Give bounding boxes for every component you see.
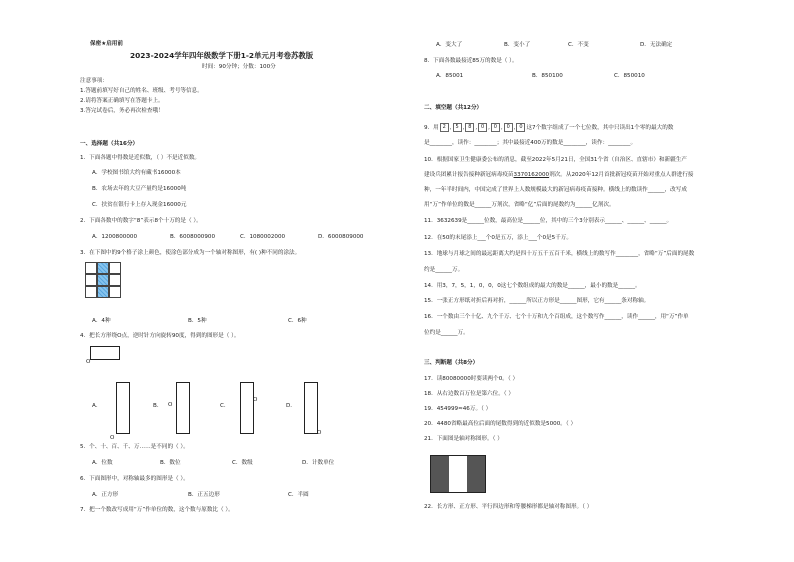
exam-title: 2023-2024学年四年级数学下册1-2单元月考卷苏教版 <box>130 51 314 60</box>
q19[interactable]: 19．454999≈46万。（ ） <box>424 406 492 412</box>
section-judge-title: 三、判断题（共8分） <box>424 360 479 366</box>
q5-option-a[interactable]: A．位数 <box>92 460 113 466</box>
q14[interactable]: 14．用3，7，5，1，0，0，0这七个数组成的最大的数是______，最小的数是______。 <box>424 283 641 289</box>
q9-line1: 9．用 2 , 5 , 8 , 0 , 0 , 0 , 0 这7个数字组成了一个七位数，其中只读出1个零的最大的数 <box>424 124 674 131</box>
q8-option-c[interactable]: C．850010 <box>614 73 645 79</box>
q20[interactable]: 20．4480省略最高位后面的尾数得到的近似数是5000。（ ） <box>424 421 577 427</box>
q3-grid-figure <box>85 262 121 298</box>
q12[interactable]: 12．在50的末尾添上___个0是五万，添上___个0是5千万。 <box>424 235 572 241</box>
q3-option-b[interactable]: B．5种 <box>188 318 207 324</box>
note-item: 3.答完试卷后，务必再次检查哦！ <box>80 108 164 114</box>
q5-option-c[interactable]: C．数级 <box>232 460 253 466</box>
q10-line1: 10．根据国家卫生健康委公布的消息，截至2022年5月21日，全国31个省（自治区、直辖市）和新疆生产 <box>424 157 687 163</box>
q11[interactable]: 11．3632639是______位数，最高位是______位，其中的三个3分别表示______、______、______。 <box>424 218 673 224</box>
exam-meta: 时间：90分钟；分数：100分 <box>202 64 276 70</box>
q8-option-b[interactable]: B．850100 <box>532 73 563 79</box>
q13-line2[interactable]: 约是______万。 <box>424 267 464 273</box>
q9-suffix: 这7个数字组成了一个七位数，其中只读出1个零的最大的数 <box>526 125 674 131</box>
q17[interactable]: 17．读80080000时要读两个0。（ ） <box>424 376 519 382</box>
q4-option-b[interactable]: B． <box>153 403 163 409</box>
q4-point-o: O <box>110 435 115 441</box>
q7-option-a[interactable]: A．变大了 <box>436 42 463 48</box>
q1-option-c[interactable]: C．扶贫在银行卡上存入现金16000元 <box>92 202 187 208</box>
q15[interactable]: 15．一张正方形纸对折后再对折，______所以正方形是______图形，它有______条对称轴。 <box>424 298 650 304</box>
grid-cell-shaded <box>97 286 109 298</box>
left-page <box>80 0 400 562</box>
digit-card: 0 <box>478 123 487 132</box>
q4-option-a[interactable]: A． <box>92 403 102 409</box>
q1-option-b[interactable]: B．农场去年的大豆产量约是16000吨 <box>92 186 187 192</box>
right-page <box>424 0 724 562</box>
q21[interactable]: 21．下面图是轴对称图形。（ ） <box>424 436 503 442</box>
digit-card: 0 <box>504 123 513 132</box>
q3-stem: 3．在下图中的9个格子涂上颜色，使涂色部分成为一个轴对称图形，有( )种不同的涂法。 <box>80 250 301 256</box>
q10-line2 <box>424 172 694 179</box>
figure-stripe-dark <box>431 456 449 492</box>
q10-text: 剂次。从2020年12月首批新冠疫苗开始对重点人群进行接 <box>549 172 694 178</box>
grid-cell <box>109 274 121 286</box>
q22[interactable]: 22．长方形、正方形、平行四边形和等腰梯形都是轴对称图形。（ ） <box>424 504 593 510</box>
q5-option-b[interactable]: B．数位 <box>160 460 181 466</box>
q4-option-d-figure <box>304 382 318 434</box>
q1-stem: 1．下面各题中得数是近似数，（ ）不是近似数。 <box>80 155 201 161</box>
q2-option-b[interactable]: B．6008000900 <box>170 234 216 240</box>
note-item: 1.答题前填写好自己的姓名、班级、考号等信息。 <box>80 88 203 94</box>
q7-option-d[interactable]: D．无法确定 <box>640 42 673 48</box>
q4-source-rectangle <box>90 346 120 360</box>
q4-option-d[interactable]: D． <box>286 403 296 409</box>
q10-text: 建设兵团累计报告接种新冠病毒疫苗 <box>424 172 514 178</box>
q6-stem: 6．下面图形中，对称轴最多的图形是（ ）。 <box>80 476 189 482</box>
grid-cell <box>85 262 97 274</box>
q2-option-c[interactable]: C．1080002000 <box>240 234 286 240</box>
figure-stripe-light <box>449 456 467 492</box>
q16-line2[interactable]: 位约是______万。 <box>424 330 469 336</box>
q3-option-a[interactable]: A．4种 <box>92 318 111 324</box>
grid-cell <box>85 286 97 298</box>
q10-number: 3370162000 <box>513 172 550 178</box>
figure-stripe-dark <box>467 456 485 492</box>
grid-cell <box>109 286 121 298</box>
q5-option-d[interactable]: D．计数单位 <box>302 460 335 466</box>
q21-striped-figure <box>430 455 486 493</box>
digit-card: 0 <box>516 123 525 132</box>
q2-stem: 2．下面各数中的数字“8”表示8个十万的是（ ）。 <box>80 218 202 224</box>
section-fill-title: 二、填空题（共12分） <box>424 105 483 111</box>
q10-line3[interactable]: 种，一年半时间内，中国完成了世界上人数规模最大的新冠病毒疫苗接种。横线上的数读作______，改写成 <box>424 187 687 193</box>
digit-card: 5 <box>453 123 462 132</box>
note-item: 2.请将答案正确填写在答题卡上。 <box>80 98 164 104</box>
q8-option-a[interactable]: A．85001 <box>436 73 464 79</box>
grid-cell-shaded <box>97 274 109 286</box>
q7-stem: 7．把一个数改写成用“万”作单位的数，这个数与原数比（ ）。 <box>80 507 234 513</box>
digit-card: 0 <box>491 123 500 132</box>
q4-option-b-figure <box>176 382 190 434</box>
q5-stem: 5．个、十、百、千、万……是不同的（ ）。 <box>80 444 189 450</box>
digit-card: 2 <box>440 123 449 132</box>
q7-option-b[interactable]: B．变小了 <box>504 42 531 48</box>
q4-option-c[interactable]: C． <box>220 403 230 409</box>
q9-prefix: 9．用 <box>424 125 439 131</box>
grid-cell <box>109 262 121 274</box>
q4-option-a-figure <box>116 382 130 434</box>
q2-option-a[interactable]: A．1200800000 <box>92 234 138 240</box>
q6-option-a[interactable]: A．正方形 <box>92 492 119 498</box>
confidential-label: 保密★启用前 <box>90 41 123 47</box>
q8-stem: 8．下面各数最接近85万的数是（ ）。 <box>424 58 518 64</box>
q3-option-c[interactable]: C．6种 <box>288 318 307 324</box>
q6-option-b[interactable]: B．正五边形 <box>188 492 220 498</box>
q6-option-c[interactable]: C．半圆 <box>288 492 309 498</box>
grid-cell-shaded <box>97 262 109 274</box>
grid-cell <box>85 274 97 286</box>
q4-point-o: O <box>317 430 322 436</box>
section-choice-title: 一、选择题（共16分） <box>80 141 139 147</box>
q13-line1[interactable]: 13．地球与月球之间的最远距离大约是四十万五千五百千米，横线上的数写作________，省略“万”后面的尾数 <box>424 251 695 257</box>
q18[interactable]: 18．从右边数百万位是第六位。（ ） <box>424 391 515 397</box>
q4-point-o: O <box>86 359 91 365</box>
q16-line1[interactable]: 16．一个数由三个十亿、九个千万、七个十万和九个百组成，这个数写作______，读作______，用“万”作单 <box>424 314 689 320</box>
q2-option-d[interactable]: D．6000809000 <box>318 234 364 240</box>
q10-line4[interactable]: 用“万”作单位的数是______万剂次，省略“亿”后面的尾数约为______亿剂次。 <box>424 202 615 208</box>
q1-option-a[interactable]: A．学校图书馆大约有藏书16000本 <box>92 170 181 176</box>
q4-stem: 4．把长方形绕O点，逆时针方向旋转90度，得到的图形是（ ）。 <box>80 333 240 339</box>
q4-point-o: O <box>253 397 258 403</box>
q7-option-c[interactable]: C．不变 <box>568 42 589 48</box>
q9-line2[interactable]: 是________，读作：________；其中最接近400万的数是________，读作：________。 <box>424 140 637 146</box>
digit-card: 8 <box>465 123 474 132</box>
notes-heading: 注意事项： <box>80 78 108 84</box>
q4-point-o: O <box>168 402 173 408</box>
q4-option-c-figure <box>240 382 254 434</box>
